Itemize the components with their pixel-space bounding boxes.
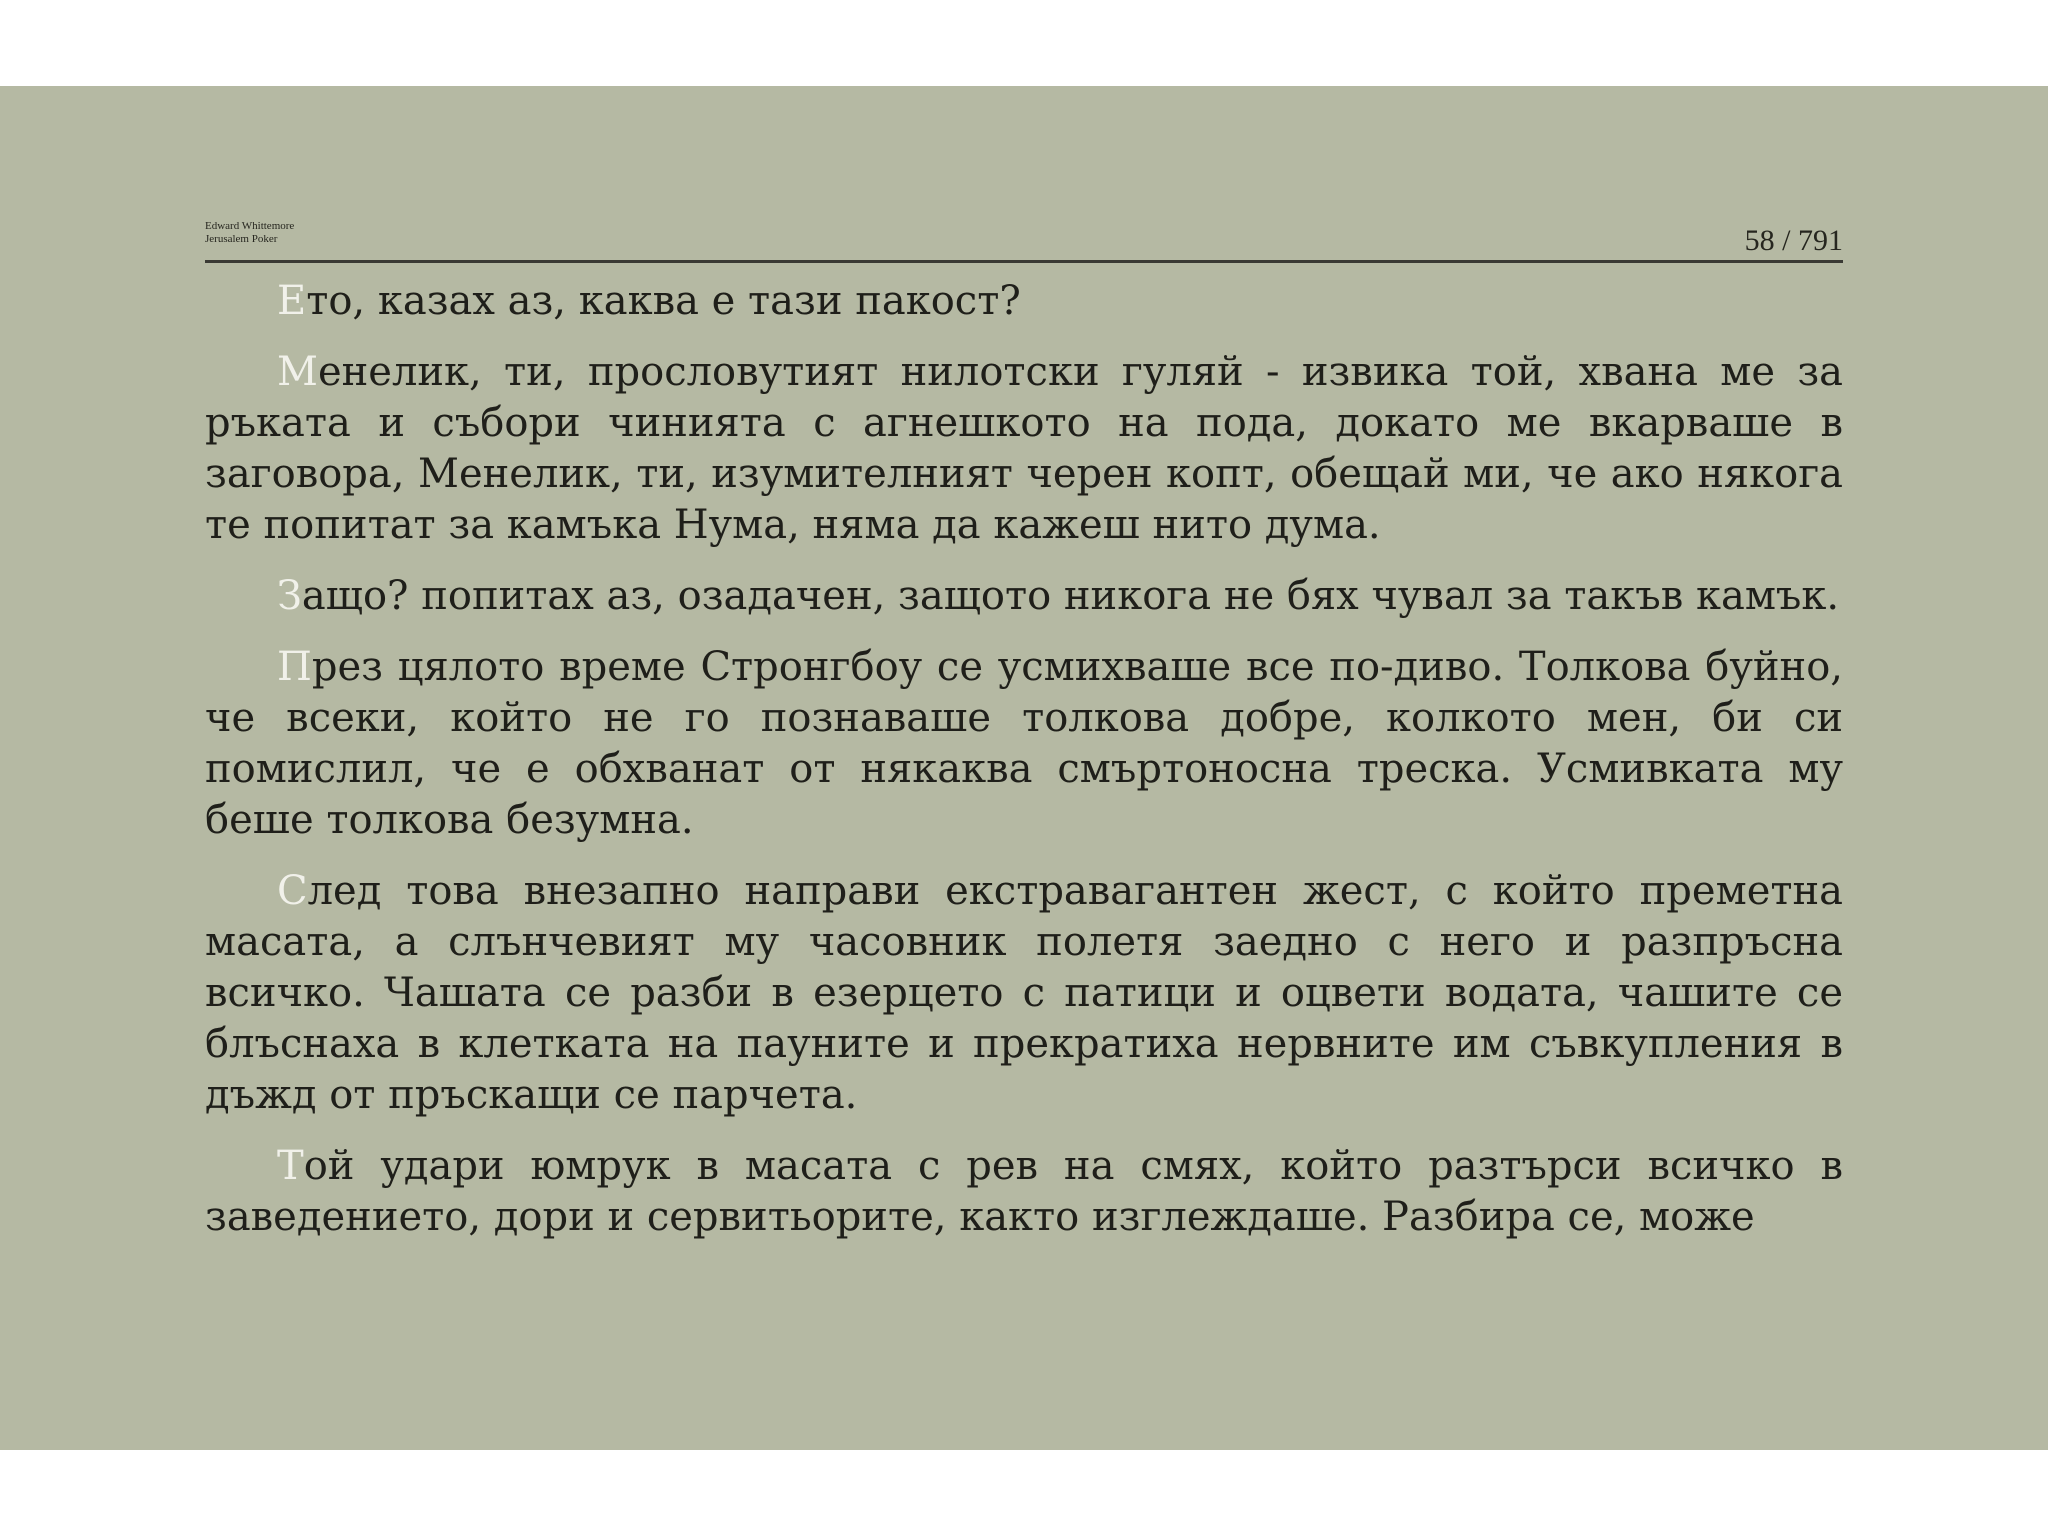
- paragraph: [205, 347, 1843, 551]
- book-text: [205, 276, 1843, 1263]
- paragraph: [205, 1141, 1843, 1243]
- paragraph-text: енелик, ти, прословутият нилотски гуляй - извика той, хвана ме за ръката и събори чинията с агнешкото на пода, докато ме вкарваше в заговора, Менелик, ти, изумителният черен копт, обещай ми, че ако някога те попитат за камъка Нума, няма да кажеш нито дума.: [205, 349, 1843, 548]
- paragraph-initial: Т: [277, 1143, 304, 1189]
- paragraph-text: ой удари юмрук в масата с рев на смях, който разтърси всичко в заведението, дори и сервитьорите, както изглеждаше. Разбира се, може: [205, 1143, 1843, 1240]
- paragraph-initial: Е: [277, 278, 307, 324]
- paragraph-initial: М: [277, 349, 318, 395]
- paragraph: [205, 866, 1843, 1121]
- book-meta: [205, 220, 294, 246]
- book-title: Jerusalem Poker: [205, 233, 278, 245]
- paragraph: [205, 276, 1843, 327]
- page-header: [205, 136, 1843, 263]
- paragraph: [205, 571, 1843, 622]
- author-name: Edward Whittemore: [205, 220, 295, 232]
- paragraph-initial: З: [277, 573, 302, 619]
- paragraph-initial: С: [277, 868, 308, 914]
- page-indicator: 58 / 791: [1744, 224, 1843, 257]
- paragraph-text: лед това внезапно направи екстравагантен жест, с който преметна масата, а слънчевият му часовник полетя заедно с него и разпръсна всичко. Чашата се разби в езерцето с патици и оцвети водата, чашите се блъснаха в клетката на пауните и прекратиха нервните им съвкупления в дъжд от пръскащи се парчета.: [205, 868, 1843, 1118]
- paragraph-initial: П: [277, 644, 312, 690]
- paragraph: [205, 642, 1843, 846]
- paragraph-text: рез цялото време Стронгбоу се усмихваше все по-диво. Толкова буйно, че всеки, който не го познаваше толкова добре, колкото мен, би си помислил, че е обхванат от някаква смъртоносна треска. Усмивката му беше толкова безумна.: [205, 644, 1843, 843]
- paragraph-text: ащо? попитах аз, озадачен, защото никога не бях чувал за такъв камък.: [301, 573, 1840, 619]
- paragraph-text: то, казах аз, каква е тази пакост?: [306, 278, 1021, 324]
